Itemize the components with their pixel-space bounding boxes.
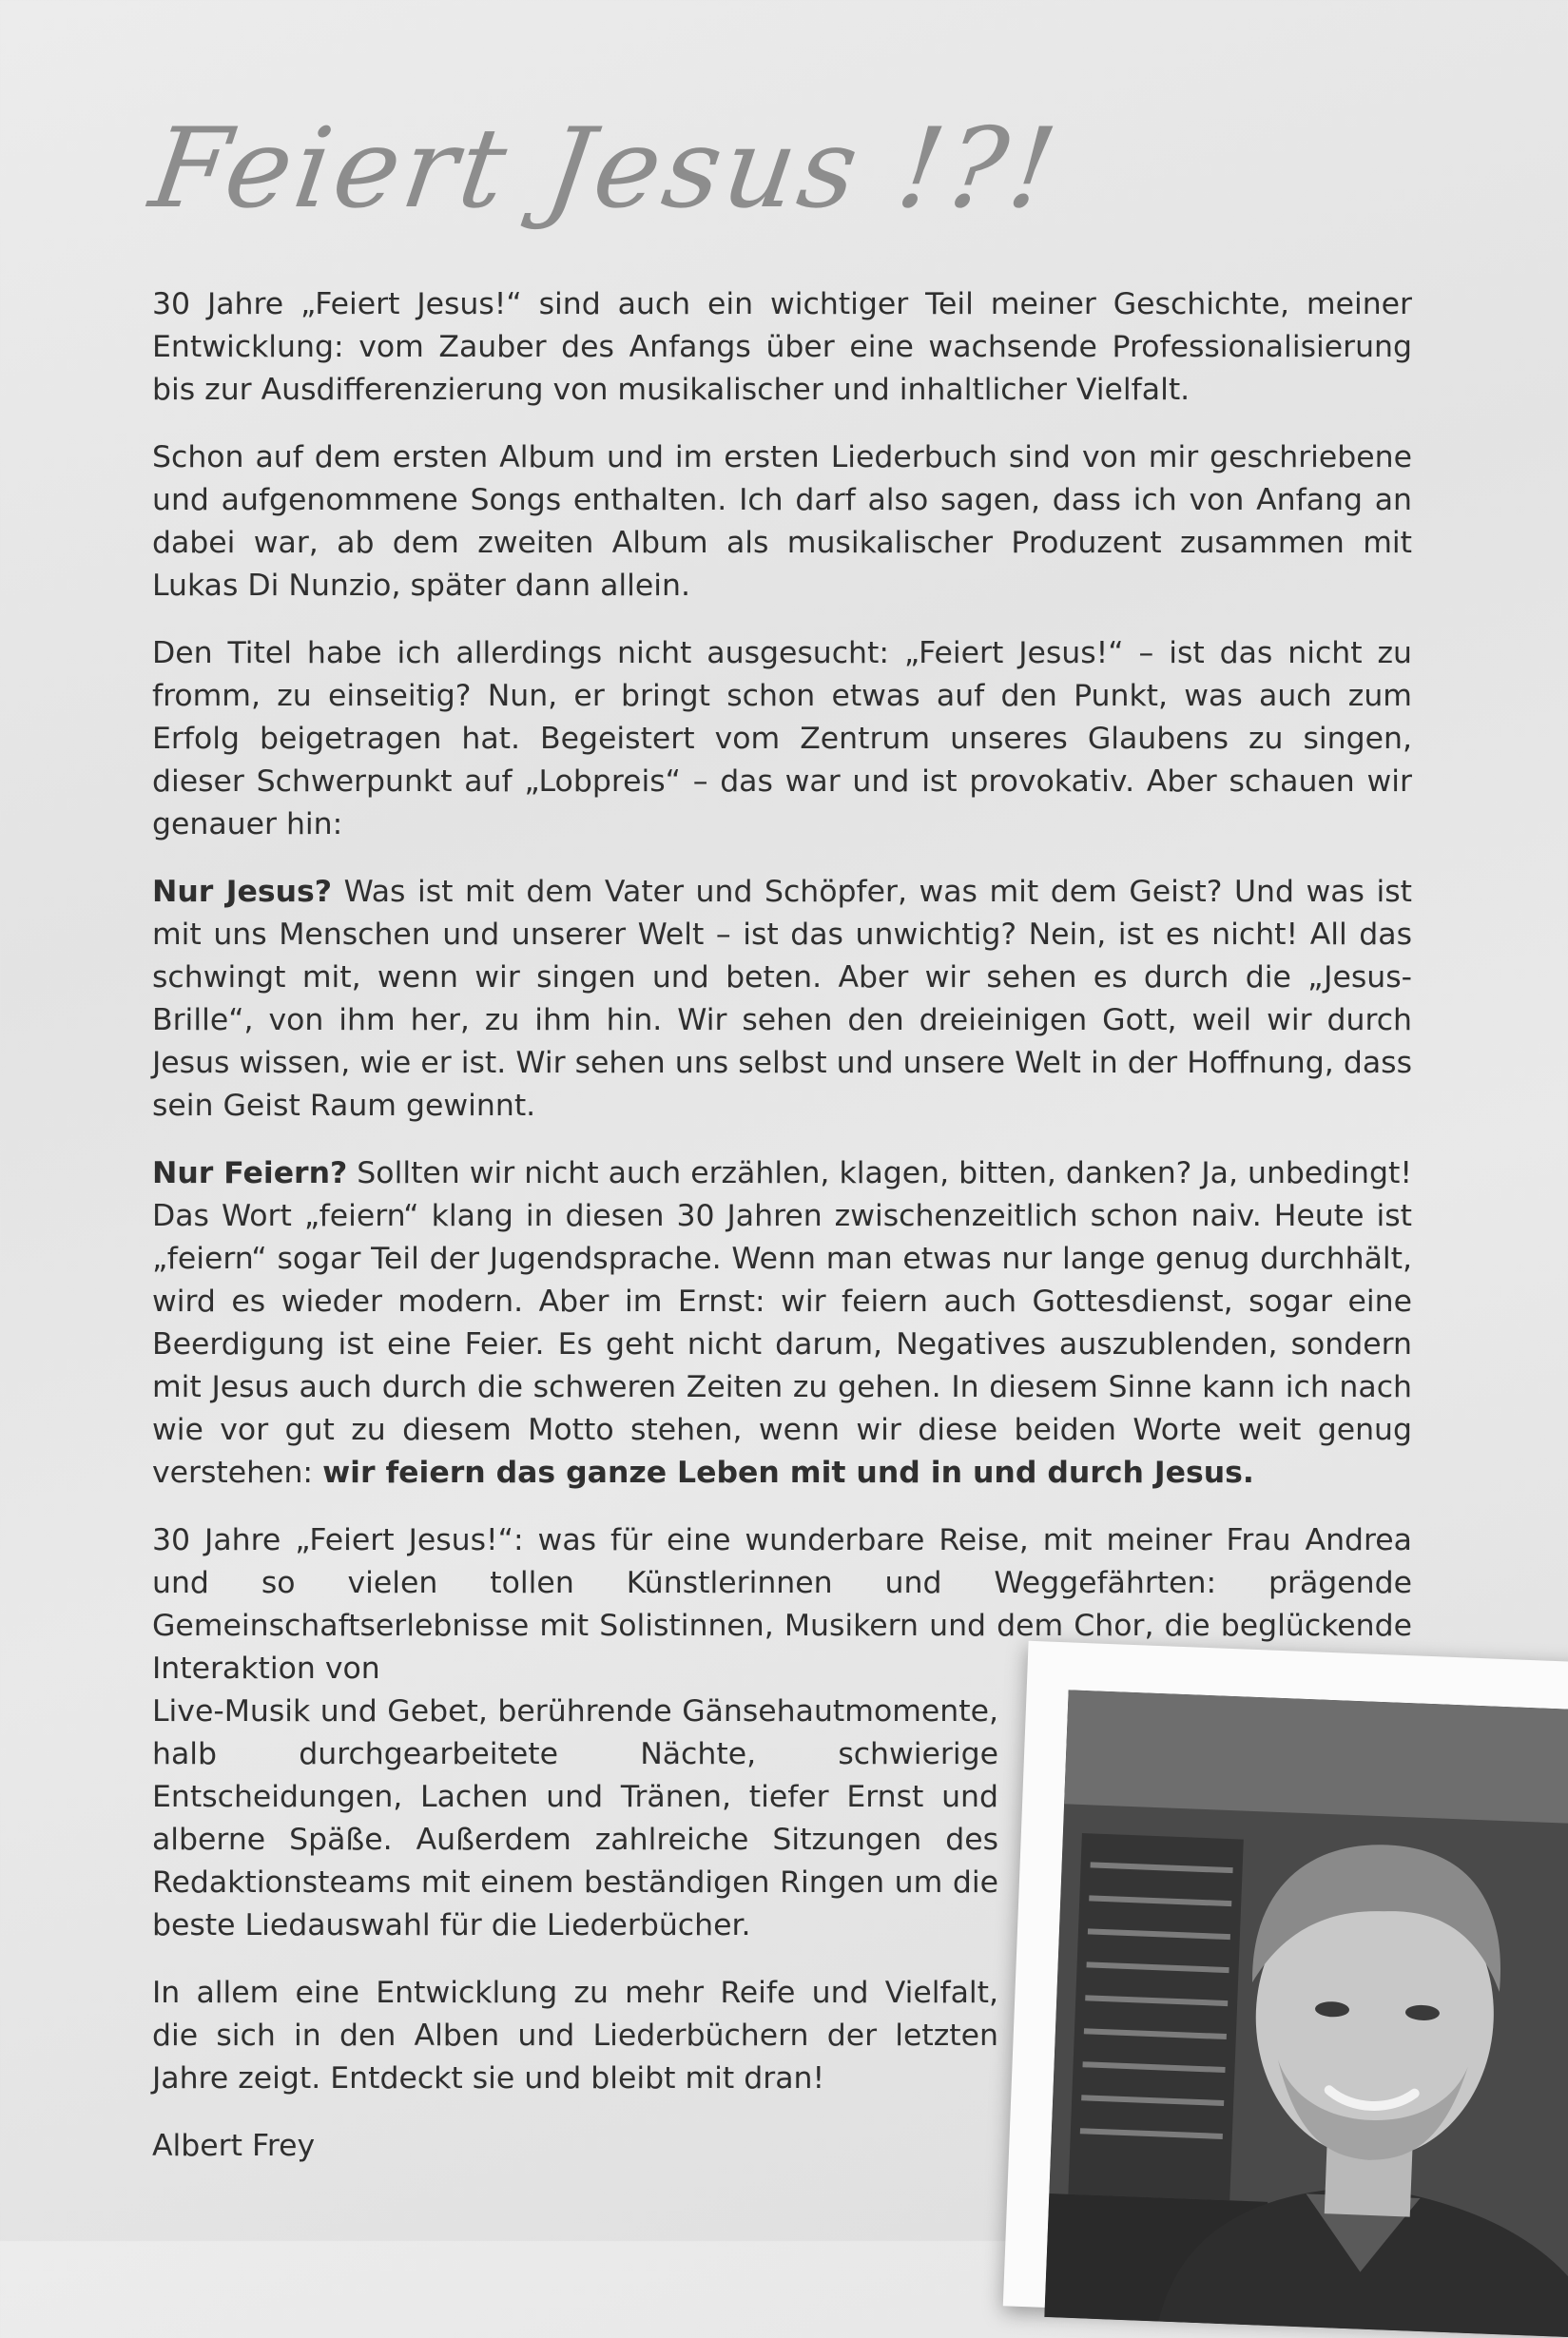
paragraph-4-lead: Nur Jesus? xyxy=(152,875,333,909)
paragraph-7: In allem eine Entwicklung zu mehr Reife und Vielfalt, die sich in den Alben und Liederbüchern der letzten Jahre zeigt. Entdeckt sie und bleibt mit dran! xyxy=(152,1976,998,2096)
paragraph-5-lead: Nur Feiern? xyxy=(152,1156,348,1190)
paragraph-3: Den Titel habe ich allerdings nicht ausgesucht: „Feiert Jesus!“ – ist das nicht zu fromm, zu einseitig? Nun, er bringt schon etwas auf den Punkt, was auch zum Erfolg beigetragen hat. Begeistert vom Zentrum unseres Glaubens zu singen, dieser Schwerpunkt auf „Lobpreis“ – das war und ist provokativ. Aber schauen wir genauer hin: xyxy=(152,636,1412,841)
paragraph-4-text: Was ist mit dem Vater und Schöpfer, was mit dem Geist? Und was ist mit uns Menschen und unserer Welt – ist das unwichtig? Nein, ist es nicht! All das schwingt mit, wenn wir singen und beten. Aber wir sehen es durch die „Jesus-Brille“, von ihm her, zu ihm hin. Wir sehen den dreieinigen Gott, weil wir durch Jesus wissen, wie er ist. Wir sehen uns selbst und unsere Welt in der Hoffnung, dass sein Geist Raum gewinnt. xyxy=(152,875,1412,1123)
author-signature: Albert Frey xyxy=(152,2129,316,2163)
paragraph-6-text-a: 30 Jahre „Feiert Jesus!“: was für eine wunderbare Reise, mit meiner Frau Andrea und so vielen tollen Künstlerinnen und Weggefährten: prägende Gemeinschaftserlebnisse mit Solistinnen, Musikern und dem Chor, die beglückende Interaktion von xyxy=(152,1523,1412,1686)
paragraph-1: 30 Jahre „Feiert Jesus!“ sind auch ein wichtiger Teil meiner Geschichte, meiner Entwicklung: vom Zauber des Anfangs über eine wachsende Professionalisierung bis zur Ausdifferenzierung von musikalischer und inhaltlicher Vielfalt. xyxy=(152,287,1412,407)
paragraph-5-emphasis: wir feiern das ganze Leben mit und in und durch Jesus. xyxy=(322,1456,1254,1490)
paragraph-5-text: Sollten wir nicht auch erzählen, klagen, bitten, danken? Ja, unbedingt! Das Wort „feiern“ klang in diesen 30 Jahren zwischenzeitlich schon naiv. Heute ist „feiern“ sogar Teil der Jugendsprache. Wenn man etwas nur lange genug durchhält, wird es wieder modern. Aber im Ernst: wir feiern auch Gottesdienst, sogar eine Beerdigung ist eine Feier. Es geht nicht darum, Negatives auszublenden, sondern mit Jesus auch durch die schweren Zeiten zu gehen. In diesem Sinne kann ich nach wie vor gut zu diesem Motto stehen, wenn wir diese beiden Worte weit genug verstehen: xyxy=(152,1156,1412,1490)
page-title: Feiert Jesus !?! xyxy=(143,105,1068,233)
paragraph-6-continued: Live-Musik und Gebet, berührende Gänsehautmomente, halb durchgearbeitete Nächte, schwierige Entscheidungen, Lachen und Tränen, tiefer Ernst und alberne Späße. Außerdem zahlreiche Sitzungen des Redaktionsteams mit einem beständigen Ringen um die beste Liedauswahl für die Liederbücher. xyxy=(152,1694,998,1942)
paragraph-2: Schon auf dem ersten Album und im ersten Liederbuch sind von mir geschriebene und aufgenommene Songs enthalten. Ich darf also sagen, dass ich von Anfang an dabei war, ab dem zweiten Album als musikalischer Produzent zusammen mit Lukas Di Nunzio, später dann allein. xyxy=(152,440,1412,603)
paragraph-4 xyxy=(152,871,1412,1128)
author-photo-frame xyxy=(1003,1641,1568,2328)
paragraph-5 xyxy=(152,1152,1412,1495)
